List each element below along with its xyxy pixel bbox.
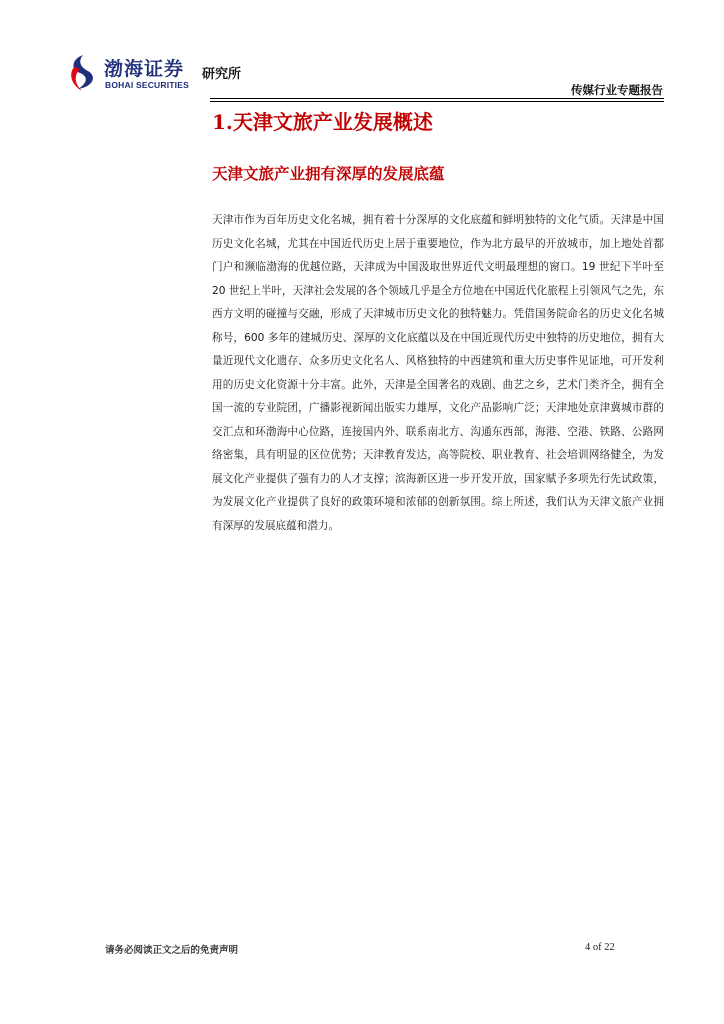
- department-label: 研究所: [202, 67, 242, 82]
- footer-disclaimer: 请务必阅读正文之后的免责声明: [105, 945, 239, 956]
- body-paragraph: 天津市作为百年历史文化名城，拥有着十分深厚的文化底蕴和鲜明独特的文化气质。天津是中国历史文化名城，尤其在中国近代历史上居于重要地位，作为北方最早的开放城市，加上地处首都门户和濒临渤海的优越位路，天津成为中国汲取世界近代文明最理想的窗口。19 世纪下半叶至 20 世纪上半叶，天津社会发展的各个领域几乎是全方位地在中国近代化旅程上引领风气之先，东西方文明的碰撞与交融，形成了天津城市历史文化的独特魅力。凭借国务院命名的历史文化名城称号，600 多年的建城历史、深厚的文化底蕴以及在中国近现代历史中独特的历史地位，拥有大量近现代文化遗存、众多历史文化名人、风格独特的中西建筑和重大历史事件见证地，可开发利用的历史文化资源十分丰富。此外，天津是全国著名的戏剧、曲艺之乡，艺术门类齐全，拥有全国一流的专业院团，广播影视新闻出版实力雄厚，文化产品影响广泛；天津地处京津冀城市群的交汇点和环渤海中心位路，连接国内外、联系南北方、沟通东西部，海港、空港、铁路、公路网络密集，具有明显的区位优势；天津教育发达，高等院校、职业教育、社会培训网络健全，为发展文化产业提供了强有力的人才支撑；滨海新区进一步开发开放，国家赋予多项先行先试政策，为发展文化产业提供了良好的政策环境和浓郁的创新氛围。综上所述，我们认为天津文旅产业拥有深厚的发展底蕴和潜力。: [212, 214, 664, 532]
- report-type-label: 传媒行业专题报告: [571, 83, 663, 97]
- logo-english-name: BOHAI SECURITIES: [105, 80, 189, 90]
- logo-chinese-name: 渤海证券: [104, 58, 185, 80]
- bohai-logo-icon: [66, 53, 100, 93]
- page-number: 4 of 22: [585, 942, 615, 953]
- header-divider-top: [210, 98, 664, 99]
- header-divider-bottom: [210, 101, 664, 102]
- section-title: 天津文旅产业拥有深厚的发展底蕴: [212, 165, 445, 183]
- company-logo: [66, 53, 256, 95]
- chapter-title: 1.天津文旅产业发展概述: [212, 110, 433, 134]
